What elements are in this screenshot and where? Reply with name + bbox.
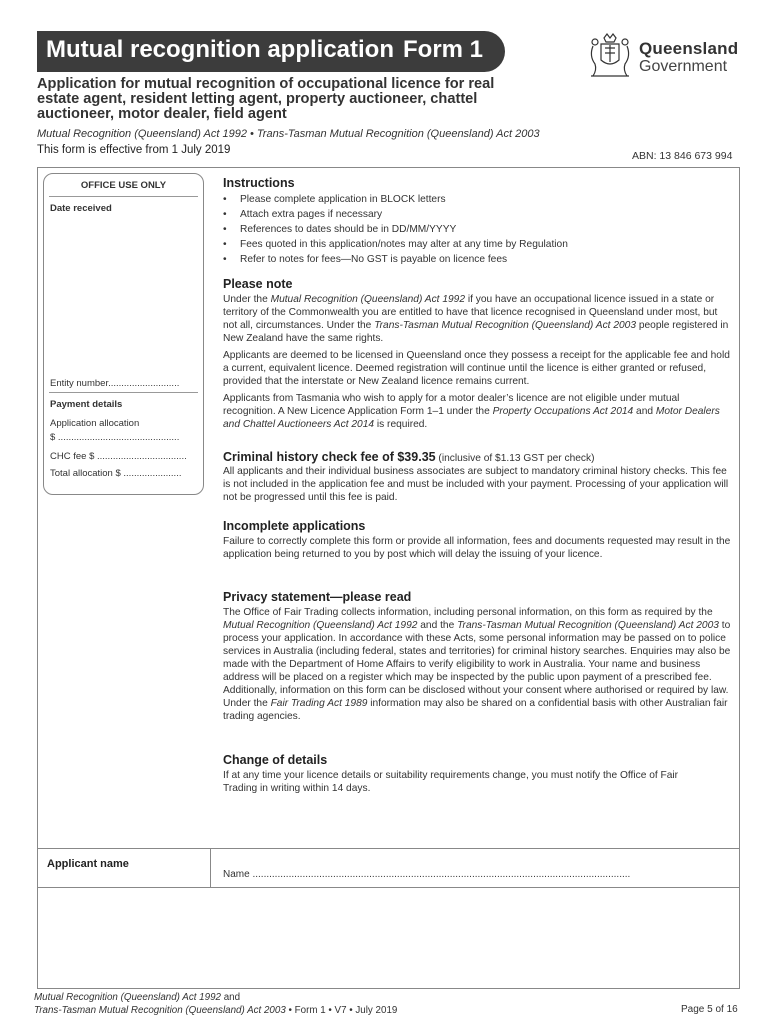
privacy-section xyxy=(223,591,733,723)
date-received-label: Date received xyxy=(50,203,112,214)
page-number: Page 5 of 16 xyxy=(681,1004,738,1015)
effective-date: This form is effective from 1 July 2019 xyxy=(37,144,231,156)
list-item: • Fees quoted in this application/notes may alter at any time by Regulation xyxy=(240,237,733,252)
office-use-title: OFFICE USE ONLY xyxy=(80,180,167,191)
please-note-paragraph-3: Applicants from Tasmania who wish to apply for a motor dealer’s licence are not eligible under mutual recognition. A New Licence Application Form 1–1 under the Property Occupations Act 2014 and Motor Dealers and Chattel Auctioneers Act 2014 is required. xyxy=(223,393,720,430)
entity-number-field: Entity number........................... xyxy=(50,378,180,389)
office-use-box xyxy=(43,173,204,495)
incomplete-section xyxy=(223,520,733,561)
instructions-heading: Instructions xyxy=(223,176,295,190)
privacy-heading: Privacy statement—please read xyxy=(223,590,412,604)
change-heading: Change of details xyxy=(223,753,328,767)
change-text: If at any time your licence details or suitability requirements change, you must notify the Office of Fair Trading in writing within 14 days. xyxy=(223,770,679,794)
title-banner xyxy=(37,31,505,72)
please-note-heading: Please note xyxy=(223,277,293,291)
name-field[interactable]: Name ........................................................................................................................................ xyxy=(223,869,631,880)
payment-details-label: Payment details xyxy=(50,399,123,410)
please-note-paragraph-2: Applicants are deemed to be licensed in Queensland once they possess a receipt for the applicable fee and hold a current, equivalent licence. Deemed registration will continue until the licence is either granted or refused, provided that the interstate or New Zealand licence remains current. xyxy=(223,350,730,387)
instructions-section xyxy=(223,177,733,267)
list-item: • References to dates should be in DD/MM/YYYY xyxy=(240,222,733,237)
criminal-check-heading: Criminal history check fee of $39.35 (inclusive of $1.13 GST per check) xyxy=(223,450,595,464)
application-allocation-label: Application allocation xyxy=(50,418,140,429)
form-number: Form 1 xyxy=(403,36,484,63)
criminal-check-text: All applicants and their individual business associates are subject to mandatory criminal history checks. This fee is not included in the application fee and must be included with your payment. Processing of your application will not be progressed until this fee is paid. xyxy=(223,466,729,503)
incomplete-text: Failure to correctly complete this form or provide all information, fees and documents requested may result in the application being returned to you by post which will delay the issuing of your licence. xyxy=(223,536,731,560)
criminal-check-section xyxy=(223,451,733,504)
divider xyxy=(49,196,198,197)
form-subtitle: Application for mutual recognition of occupational licence for real estate agent, resident letting agent, property auctioneer, chattel auctioneer, motor dealer, field agent xyxy=(37,76,495,122)
footer-line-1: Mutual Recognition (Queensland) Act 1992 and xyxy=(34,992,241,1003)
applicant-name-label: Applicant name xyxy=(47,858,129,870)
abn-number: ABN: 13 846 673 994 xyxy=(632,150,733,162)
page-title: Mutual recognition application xyxy=(46,36,394,63)
coat-of-arms-icon xyxy=(587,30,633,80)
footer-line-2: Trans-Tasman Mutual Recognition (Queensland) Act 2003 • Form 1 • V7 • July 2019 xyxy=(34,1005,398,1016)
chc-fee-field: CHC fee $ .................................. xyxy=(50,451,187,462)
logo-government: Government xyxy=(639,58,728,75)
governing-acts: Mutual Recognition (Queensland) Act 1992 • Trans-Tasman Mutual Recognition (Queensland) Act 2003 xyxy=(37,128,540,140)
incomplete-heading: Incomplete applications xyxy=(223,519,366,533)
privacy-text: The Office of Fair Trading collects information, including personal information, on this form as required by the Mutual Recognition (Queensland) Act 1992 and the Trans-Tasman Mutual Recognition (Queensland) Act 2003 to process your application. In accordance with these Acts, some personal information may be passed on to police services in Australia (including federal, states and territories) for criminal history searches. Enquiries may also be made with the Department of Home Affairs to verify eligibility to work in Australia. Your name and business address will be placed on a register which may be inspected by the public upon payment of a prescribed fee. Additionally, information on this form can be disclosed without your consent where authorised or required by law. Under the Fair Trading Act 1989 information may also be shared on a confidential basis with other Australian fair trading agencies. xyxy=(223,607,731,722)
please-note-paragraph-1: Under the Mutual Recognition (Queensland) Act 1992 if you have an occupational licence issued in a state or territory of the Commonwealth you are entitled to have that licence recognised in Queensland under most, but not all, circumstances. Under the Trans-Tasman Mutual Recognition (Queensland) Act 2003 people registered in New Zealand have the same rights. xyxy=(223,294,729,344)
list-item: • Refer to notes for fees—No GST is payable on licence fees xyxy=(240,252,733,267)
list-item: • Attach extra pages if necessary xyxy=(240,207,733,222)
logo-queensland: Queensland xyxy=(639,39,739,58)
divider xyxy=(210,849,211,887)
divider xyxy=(49,392,198,393)
instructions-list xyxy=(223,192,733,267)
please-note-section xyxy=(223,278,733,431)
application-allocation-field: $ .............................................. xyxy=(50,432,180,443)
queensland-government-logo xyxy=(587,30,747,80)
total-allocation-field: Total allocation $ ...................... xyxy=(50,468,182,479)
list-item: • Please complete application in BLOCK letters xyxy=(240,192,733,207)
change-section xyxy=(223,754,733,795)
applicant-name-row xyxy=(37,848,740,888)
